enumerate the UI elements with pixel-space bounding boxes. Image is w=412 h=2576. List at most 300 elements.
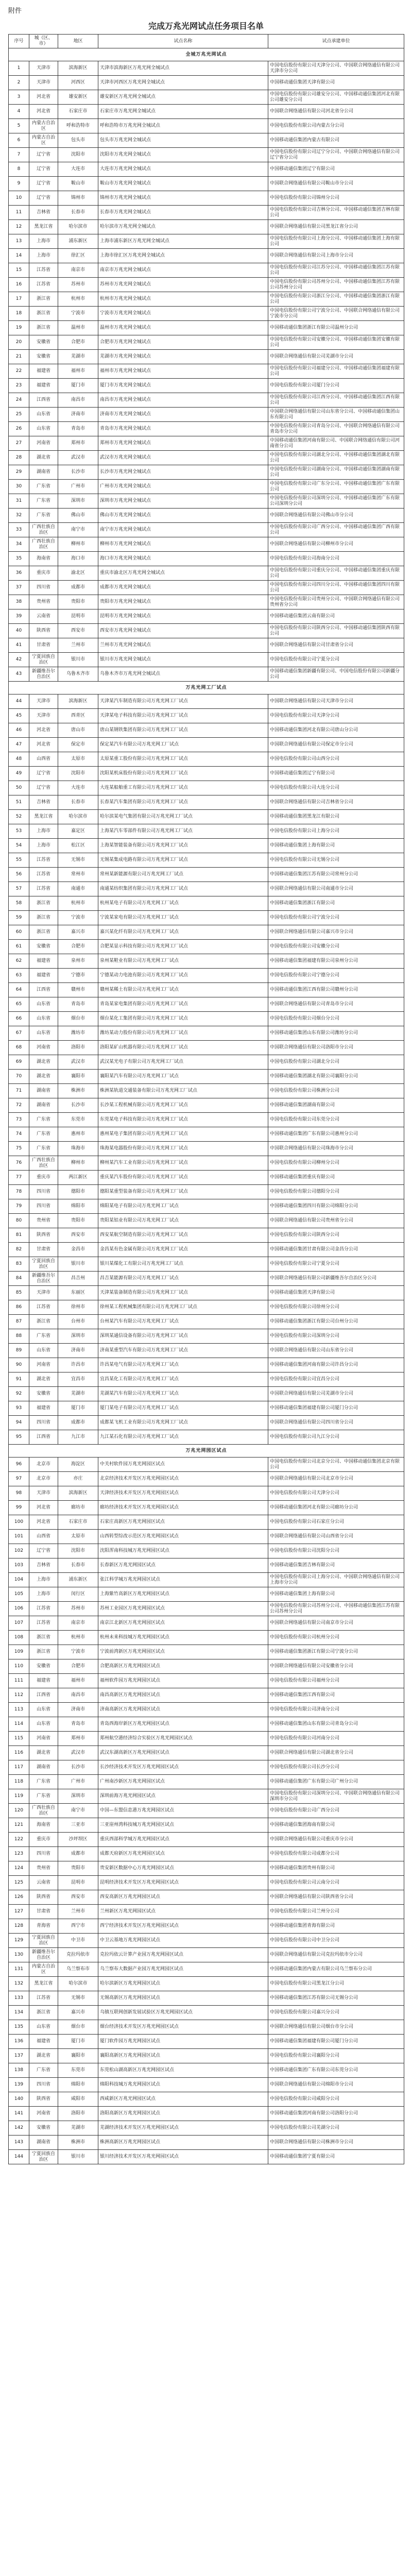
row-index: 124 <box>9 1861 29 1876</box>
row-pilot-name: 张江科学城万兆光网园区试点 <box>98 1573 268 1587</box>
row-builder: 中国电信股份有限公司北京分公司、中国移动通信集团北京有限公司 <box>268 1458 404 1472</box>
row-builder: 中国电信股份有限公司深圳分公司、中国联合网络通信有限公司深圳市分公司 <box>268 1789 404 1804</box>
row-province: 湖北省 <box>29 2049 58 2063</box>
table-row <box>9 307 404 321</box>
row-region: 贵阳市 <box>58 595 98 609</box>
row-province: 陕西省 <box>29 1890 58 1905</box>
row-pilot-name: 重庆市渝北区万兆光网全城试点 <box>98 566 268 581</box>
table-row <box>9 767 404 781</box>
row-pilot-name: 青岛西海岸新区万兆光网园区试点 <box>98 1717 268 1732</box>
row-index: 87 <box>9 1315 29 1329</box>
row-index: 34 <box>9 537 29 552</box>
row-province: 江西省 <box>29 393 58 408</box>
table-row <box>9 667 404 682</box>
row-province: 山东省 <box>29 1344 58 1358</box>
row-pilot-name: 包头市万兆光网全城试点 <box>98 133 268 148</box>
row-builder: 中国移动通信集团四川有限公司绵阳分公司 <box>268 1199 404 1214</box>
table-row <box>9 76 404 90</box>
row-province: 江苏省 <box>29 263 58 278</box>
row-region: 亦庄 <box>58 1472 98 1486</box>
row-region: 东莞市 <box>58 2063 98 2078</box>
row-index: 37 <box>9 581 29 595</box>
row-province: 海南省 <box>29 552 58 566</box>
table-row <box>9 1659 404 1674</box>
row-province: 陕西省 <box>29 2092 58 2107</box>
row-pilot-name: 乌鲁木齐市万兆光网全城试点 <box>98 667 268 682</box>
row-region: 烟台市 <box>58 1012 98 1026</box>
section-heading: 全城万兆光网试点 <box>9 48 404 61</box>
row-pilot-name: 宁波市万兆光网全城试点 <box>98 307 268 321</box>
row-region: 太原市 <box>58 1530 98 1544</box>
row-index: 108 <box>9 1631 29 1645</box>
row-province: 福建省 <box>29 379 58 393</box>
section-heading-row <box>9 682 404 694</box>
row-builder: 中国电信股份有限公司宁波分公司 <box>268 911 404 925</box>
table-row <box>9 1199 404 1214</box>
row-index: 8 <box>9 162 29 177</box>
row-pilot-name: 上海某汽车零部件有限公司万兆光网工厂试点 <box>98 824 268 839</box>
row-builder: 中国移动通信集团福建有限公司泉州分公司 <box>268 954 404 969</box>
row-region: 浦东新区 <box>58 234 98 249</box>
table-row <box>9 1703 404 1717</box>
row-builder: 中国联合网络通信有限公司克拉玛依市分公司 <box>268 1948 404 1962</box>
table-row <box>9 1833 404 1847</box>
row-index: 85 <box>9 1286 29 1300</box>
row-region: 沈阳市 <box>58 148 98 162</box>
section-heading-row <box>9 1445 404 1458</box>
row-province: 辽宁省 <box>29 162 58 177</box>
row-pilot-name: 合肥市万兆光网全城试点 <box>98 335 268 350</box>
table-row <box>9 2136 404 2150</box>
table-row <box>9 1905 404 1919</box>
row-region: 雄安新区 <box>58 90 98 105</box>
row-pilot-name: 雄安新区万兆光网全城试点 <box>98 90 268 105</box>
row-pilot-name: 广州市万兆光网全城试点 <box>98 480 268 494</box>
row-province: 广东省 <box>29 1775 58 1789</box>
table-row <box>9 1041 404 1055</box>
row-pilot-name: 烟台经济技术开发区万兆光网园区试点 <box>98 2020 268 2035</box>
row-province: 吉林省 <box>29 206 58 220</box>
row-region: 潍坊市 <box>58 1026 98 1041</box>
row-builder: 中国联合网络通信有限公司柳州市分公司 <box>268 537 404 552</box>
row-region: 厦门市 <box>58 1401 98 1416</box>
row-region: 银川市 <box>58 1257 98 1272</box>
row-province: 辽宁省 <box>29 781 58 795</box>
row-region: 海淀区 <box>58 1458 98 1472</box>
table-row <box>9 133 404 148</box>
row-builder: 中国电信股份有限公司雄安分公司、中国移动通信集团河北有限公司雄安分公司 <box>268 90 404 105</box>
row-region: 成都市 <box>58 1416 98 1430</box>
row-pilot-name: 宁波某家电有限公司万兆光网工厂试点 <box>98 911 268 925</box>
table-row <box>9 335 404 350</box>
row-region: 闵行区 <box>58 1587 98 1602</box>
table-row <box>9 1775 404 1789</box>
table-row <box>9 1861 404 1876</box>
row-index: 128 <box>9 1919 29 1934</box>
row-pilot-name: 济南高新区万兆光网园区试点 <box>98 1703 268 1717</box>
row-index: 54 <box>9 839 29 853</box>
row-province: 湖北省 <box>29 1746 58 1760</box>
row-index: 14 <box>9 249 29 263</box>
row-province: 内蒙古自治区 <box>29 133 58 148</box>
table-row <box>9 868 404 882</box>
row-region: 南通市 <box>58 882 98 896</box>
row-region: 襄阳市 <box>58 1070 98 1084</box>
row-region: 石家庄市 <box>58 105 98 119</box>
table-row <box>9 1344 404 1358</box>
row-region: 德阳市 <box>58 1185 98 1199</box>
row-pilot-name: 银川某煤化工有限公司万兆光网工厂试点 <box>98 1257 268 1272</box>
row-pilot-name: 大连某船舶重工有限公司万兆光网工厂试点 <box>98 781 268 795</box>
row-builder: 中国移动通信集团河北有限公司唐山分公司 <box>268 723 404 738</box>
row-builder: 中国移动通信集团江西有限公司 <box>268 1688 404 1703</box>
row-province: 内蒙古自治区 <box>29 1962 58 1977</box>
row-index: 115 <box>9 1732 29 1746</box>
page-title: 完成万兆光网试点任务项目名单 <box>148 21 264 31</box>
row-builder: 中国电信股份有限公司德阳分公司 <box>268 1185 404 1199</box>
row-province: 河北省 <box>29 738 58 752</box>
row-builder: 中国联合网络通信有限公司黑龙江省分公司 <box>268 220 404 234</box>
row-pilot-name: 中国—东盟信息港万兆光网园区试点 <box>98 1804 268 1818</box>
row-province: 辽宁省 <box>29 148 58 162</box>
row-index: 30 <box>9 480 29 494</box>
row-pilot-name: 烟台某化工集团有限公司万兆光网工厂试点 <box>98 1012 268 1026</box>
row-province: 江苏省 <box>29 1602 58 1616</box>
row-pilot-name: 柳州市万兆光网全城试点 <box>98 537 268 552</box>
row-region: 西宁市 <box>58 1919 98 1934</box>
row-index: 82 <box>9 1243 29 1257</box>
row-region: 九江市 <box>58 1430 98 1445</box>
row-pilot-name: 无锡高新区万兆光网园区试点 <box>98 1991 268 2006</box>
row-region: 常州市 <box>58 868 98 882</box>
row-index: 84 <box>9 1272 29 1286</box>
row-pilot-name: 沈阳市万兆光网全城试点 <box>98 148 268 162</box>
row-index: 110 <box>9 1659 29 1674</box>
row-pilot-name: 福州软件园万兆光网园区试点 <box>98 1674 268 1688</box>
table-row <box>9 1732 404 1746</box>
row-province: 上海市 <box>29 839 58 853</box>
row-region: 绵阳市 <box>58 2078 98 2092</box>
row-province: 北京市 <box>29 1458 58 1472</box>
row-index: 89 <box>9 1344 29 1358</box>
row-province: 上海市 <box>29 1573 58 1587</box>
row-builder: 中国移动通信集团新疆有限公司、中国电信股份有限公司新疆分公司 <box>268 667 404 682</box>
row-index: 69 <box>9 1055 29 1070</box>
row-builder: 中国电信股份有限公司东莞分公司 <box>268 1113 404 1127</box>
row-index: 40 <box>9 624 29 638</box>
row-pilot-name: 长沙经济技术开发区万兆光网园区试点 <box>98 1760 268 1775</box>
row-index: 137 <box>9 2049 29 2063</box>
table-row <box>9 523 404 537</box>
row-province: 河北省 <box>29 90 58 105</box>
row-pilot-name: 沈阳浑南科技城万兆光网园区试点 <box>98 1544 268 1558</box>
row-index: 44 <box>9 694 29 709</box>
row-builder: 中国电信股份有限公司大连分公司 <box>268 781 404 795</box>
row-region: 西安市 <box>58 1228 98 1243</box>
table-row <box>9 105 404 119</box>
table-row <box>9 234 404 249</box>
row-province: 甘肃省 <box>29 638 58 653</box>
row-builder: 中国联合网络通信有限公司芜湖市分公司 <box>268 350 404 364</box>
table-row <box>9 1818 404 1833</box>
row-region: 惠州市 <box>58 1127 98 1142</box>
row-region: 乌兰察布市 <box>58 1962 98 1977</box>
table-row <box>9 1387 404 1401</box>
row-province: 河南省 <box>29 1732 58 1746</box>
row-region: 长春市 <box>58 795 98 810</box>
table-row <box>9 1804 404 1818</box>
row-province: 广东省 <box>29 2063 58 2078</box>
table-row <box>9 581 404 595</box>
row-index: 58 <box>9 896 29 911</box>
table-row <box>9 278 404 292</box>
row-pilot-name: 哈尔滨市万兆光网全城试点 <box>98 220 268 234</box>
row-pilot-name: 武汉某光电子有限公司万兆光网工厂试点 <box>98 1055 268 1070</box>
table-row <box>9 1515 404 1530</box>
row-index: 52 <box>9 810 29 824</box>
row-province: 湖北省 <box>29 1070 58 1084</box>
table-row <box>9 1113 404 1127</box>
row-pilot-name: 太原某重工股份有限公司万兆光网工厂试点 <box>98 752 268 767</box>
table-row <box>9 1530 404 1544</box>
row-province: 河南省 <box>29 1358 58 1372</box>
row-province: 浙江省 <box>29 307 58 321</box>
row-index: 16 <box>9 278 29 292</box>
row-region: 石家庄市 <box>58 1515 98 1530</box>
table-row <box>9 1948 404 1962</box>
row-builder: 中国电信股份有限公司陕西分公司 <box>268 1228 404 1243</box>
row-builder: 中国移动通信集团湖北有限公司襄阳分公司 <box>268 1070 404 1084</box>
row-index: 67 <box>9 1026 29 1041</box>
row-pilot-name: 保定某汽车有限公司万兆光网工厂试点 <box>98 738 268 752</box>
row-pilot-name: 长沙某工程机械有限公司万兆光网工厂试点 <box>98 1098 268 1113</box>
row-builder: 中国电信股份有限公司安徽分公司、中国移动通信集团安徽有限公司 <box>268 335 404 350</box>
row-builder: 中国电信股份有限公司芜湖分公司 <box>268 2121 404 2136</box>
row-pilot-name: 南昌市万兆光网全城试点 <box>98 393 268 408</box>
row-pilot-name: 山西转型综改示范区万兆光网园区试点 <box>98 1530 268 1544</box>
row-province: 广东省 <box>29 480 58 494</box>
table-row <box>9 2107 404 2121</box>
row-province: 天津市 <box>29 709 58 723</box>
row-builder: 中国移动通信集团上海有限公司 <box>268 1587 404 1602</box>
row-index: 118 <box>9 1775 29 1789</box>
row-index: 20 <box>9 335 29 350</box>
table-row <box>9 954 404 969</box>
table-row <box>9 824 404 839</box>
row-index: 1 <box>9 61 29 76</box>
table-row <box>9 1070 404 1084</box>
row-builder: 中国联合网络通信有限公司珠海市分公司 <box>268 1142 404 1156</box>
row-province: 广东省 <box>29 1113 58 1127</box>
row-region: 呼和浩特市 <box>58 119 98 133</box>
table-row <box>9 1372 404 1387</box>
row-province: 上海市 <box>29 234 58 249</box>
row-builder: 中国移动通信集团云南有限公司 <box>268 609 404 624</box>
row-region: 浦东新区 <box>58 1573 98 1587</box>
row-region: 松江区 <box>58 839 98 853</box>
row-province: 福建省 <box>29 1674 58 1688</box>
row-index: 125 <box>9 1876 29 1890</box>
row-province: 浙江省 <box>29 292 58 307</box>
row-region: 合肥市 <box>58 1659 98 1674</box>
table-row <box>9 2049 404 2063</box>
row-builder: 中国电信股份有限公司徐州分公司 <box>268 1300 404 1315</box>
row-builder: 中国移动通信集团青海有限公司 <box>268 1919 404 1934</box>
row-builder: 中国联合网络通信有限公司湖北省分公司 <box>268 1746 404 1760</box>
table-row <box>9 624 404 638</box>
row-builder: 中国移动通信集团江西有限公司赣州分公司 <box>268 983 404 997</box>
row-index: 107 <box>9 1616 29 1631</box>
row-index: 131 <box>9 1962 29 1977</box>
row-index: 88 <box>9 1329 29 1344</box>
row-index: 43 <box>9 667 29 682</box>
row-province: 贵州省 <box>29 1861 58 1876</box>
row-index: 78 <box>9 1185 29 1199</box>
row-index: 83 <box>9 1257 29 1272</box>
row-index: 17 <box>9 292 29 307</box>
row-province: 安徽省 <box>29 1659 58 1674</box>
row-index: 18 <box>9 307 29 321</box>
attachment-label: 附件 <box>8 7 22 15</box>
row-index: 56 <box>9 868 29 882</box>
section-heading: 万兆光网园区试点 <box>9 1445 404 1458</box>
row-index: 48 <box>9 752 29 767</box>
row-province: 河北省 <box>29 105 58 119</box>
row-province: 浙江省 <box>29 925 58 940</box>
row-pilot-name: 乌兰察布大数据产业园万兆光网园区试点 <box>98 1962 268 1977</box>
row-builder: 中国移动通信集团山东有限公司青岛分公司 <box>268 1717 404 1732</box>
row-region: 厦门市 <box>58 379 98 393</box>
table-row <box>9 911 404 925</box>
row-pilot-name: 襄阳高新区万兆光网园区试点 <box>98 2049 268 2063</box>
row-region: 徐汇区 <box>58 249 98 263</box>
row-builder: 中国联合网络通信有限公司青岛市分公司 <box>268 997 404 1012</box>
row-index: 64 <box>9 983 29 997</box>
row-index: 6 <box>9 133 29 148</box>
row-province: 浙江省 <box>29 321 58 335</box>
row-region: 河西区 <box>58 76 98 90</box>
row-province: 宁夏回族自治区 <box>29 2150 58 2164</box>
row-index: 10 <box>9 191 29 206</box>
row-province: 重庆市 <box>29 1171 58 1185</box>
row-builder: 中国移动通信集团内蒙古有限公司 <box>268 133 404 148</box>
table-row <box>9 1416 404 1430</box>
row-builder: 中国电信股份有限公司石家庄分公司 <box>268 1515 404 1530</box>
row-pilot-name: 株洲某轨道交通装备有限公司万兆光网工厂试点 <box>98 1084 268 1098</box>
table-row <box>9 1127 404 1142</box>
row-index: 7 <box>9 148 29 162</box>
row-region: 绵阳市 <box>58 1199 98 1214</box>
row-province: 湖南省 <box>29 2136 58 2150</box>
row-builder: 中国电信股份有限公司株洲分公司 <box>268 1084 404 1098</box>
row-province: 浙江省 <box>29 896 58 911</box>
row-builder: 中国电信股份有限公司青岛分公司、中国联合网络通信有限公司青岛市分公司 <box>268 422 404 436</box>
row-builder: 中国联合网络通信有限公司山东省分公司、中国移动通信集团山东有限公司 <box>268 408 404 422</box>
row-region: 济南市 <box>58 1344 98 1358</box>
row-region: 洛阳市 <box>58 2107 98 2121</box>
row-province: 四川省 <box>29 1847 58 1861</box>
row-index: 68 <box>9 1041 29 1055</box>
row-index: 92 <box>9 1387 29 1401</box>
table-row <box>9 810 404 824</box>
table-row <box>9 1214 404 1228</box>
row-pilot-name: 台州某汽车有限公司万兆光网工厂试点 <box>98 1315 268 1329</box>
row-region: 沙坪坝区 <box>58 1833 98 1847</box>
row-province: 江苏省 <box>29 853 58 868</box>
row-builder: 中国电信股份有限公司福建分公司、中国移动通信集团福建有限公司 <box>268 364 404 379</box>
row-builder: 中国电信股份有限公司九江分公司 <box>268 1430 404 1445</box>
row-region: 杭州市 <box>58 292 98 307</box>
table-row <box>9 723 404 738</box>
row-index: 3 <box>9 90 29 105</box>
row-builder: 中国联合网络通信有限公司安徽省分公司 <box>268 1659 404 1674</box>
row-pilot-name: 嘉兴某化纤有限公司万兆光网工厂试点 <box>98 925 268 940</box>
row-province: 广西壮族自治区 <box>29 1804 58 1818</box>
table-row <box>9 609 404 624</box>
row-pilot-name: 洛阳高新区万兆光网园区试点 <box>98 2107 268 2121</box>
row-region: 福州市 <box>58 1674 98 1688</box>
row-region: 杭州市 <box>58 1631 98 1645</box>
row-pilot-name: 东莞松山湖高新区万兆光网园区试点 <box>98 2063 268 2078</box>
row-index: 25 <box>9 408 29 422</box>
row-region: 济南市 <box>58 1703 98 1717</box>
row-builder: 中国电信股份有限公司天津分公司 <box>268 1486 404 1501</box>
row-province: 福建省 <box>29 2035 58 2049</box>
row-builder: 中国电信股份有限公司宁夏分公司 <box>268 653 404 667</box>
row-pilot-name: 宁波前湾新区万兆光网园区试点 <box>98 1645 268 1659</box>
row-province: 北京市 <box>29 1472 58 1486</box>
table-row <box>9 292 404 307</box>
row-province: 广西壮族自治区 <box>29 1156 58 1171</box>
row-builder: 中国联合网络通信有限公司天津市分公司 <box>268 694 404 709</box>
row-index: 144 <box>9 2150 29 2164</box>
row-province: 山东省 <box>29 408 58 422</box>
row-province: 上海市 <box>29 249 58 263</box>
row-province: 福建省 <box>29 969 58 983</box>
row-index: 28 <box>9 451 29 465</box>
row-index: 91 <box>9 1372 29 1387</box>
row-builder: 中国电信股份有限公司江西分公司、中国移动通信集团江西有限公司 <box>268 393 404 408</box>
row-builder: 中国移动通信集团广东有限公司广州分公司 <box>268 1775 404 1789</box>
row-builder: 中国联合网络通信有限公司新疆维吾尔自治区分公司 <box>268 1272 404 1286</box>
row-region: 昆明市 <box>58 1876 98 1890</box>
row-builder: 中国电信股份有限公司湖北分公司、中国移动通信集团湖北有限公司 <box>268 451 404 465</box>
row-index: 24 <box>9 393 29 408</box>
table-row <box>9 694 404 709</box>
row-province: 天津市 <box>29 1486 58 1501</box>
row-province: 吉林省 <box>29 795 58 810</box>
row-region: 苏州市 <box>58 278 98 292</box>
column-header-index: 序号 <box>9 35 29 48</box>
row-index: 117 <box>9 1760 29 1775</box>
row-index: 13 <box>9 234 29 249</box>
row-province: 广西壮族自治区 <box>29 523 58 537</box>
row-index: 21 <box>9 350 29 364</box>
row-builder: 中国电信股份有限公司成都分公司 <box>268 1847 404 1861</box>
row-province: 辽宁省 <box>29 177 58 191</box>
row-pilot-name: 南宁市万兆光网全城试点 <box>98 523 268 537</box>
row-builder: 中国联合网络通信有限公司贵州省分公司 <box>268 1214 404 1228</box>
row-builder: 中国移动通信集团辽宁有限公司 <box>268 162 404 177</box>
row-index: 62 <box>9 954 29 969</box>
row-pilot-name: 西安某航空制造有限公司万兆光网工厂试点 <box>98 1228 268 1243</box>
row-index: 134 <box>9 2006 29 2020</box>
row-index: 72 <box>9 1098 29 1113</box>
row-pilot-name: 成都天府新区万兆光网园区试点 <box>98 1847 268 1861</box>
row-pilot-name: 赣州某稀土有限公司万兆光网工厂试点 <box>98 983 268 997</box>
row-region: 烟台市 <box>58 2020 98 2035</box>
row-index: 111 <box>9 1674 29 1688</box>
